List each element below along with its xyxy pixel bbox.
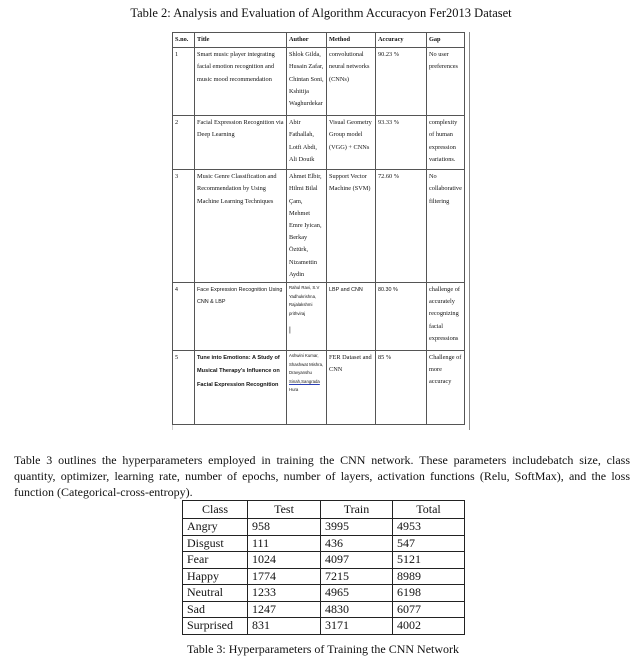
table-row — [183, 552, 465, 569]
author-names-end: Hura — [289, 387, 299, 393]
header-sno: S.no. — [173, 33, 195, 48]
table-row — [173, 48, 465, 116]
cell-title: Smart music player integrating facial emotion recognition and music mood recommendation — [195, 48, 287, 116]
cell-test: 1233 — [248, 585, 321, 602]
cell-accuracy: 85 % — [376, 351, 427, 425]
cell-gap: challenge of accurately recognizing facial expressions — [427, 283, 465, 351]
cell-title: Tune into Emotions: A Study of Musical Therapy's Influence on Facial Expression Recognition — [195, 351, 287, 425]
header-title: Title — [195, 33, 287, 48]
table-row — [183, 568, 465, 585]
cell-accuracy: 90.23 % — [376, 48, 427, 116]
cell-train: 7215 — [321, 568, 393, 585]
cell-class: Sad — [183, 601, 248, 618]
table3-caption: Table 3: Hyperparameters of Training the CNN Network — [186, 642, 460, 656]
cell-accuracy: 72.60 % — [376, 170, 427, 283]
cell-test: 1024 — [248, 552, 321, 569]
analysis-table — [172, 32, 465, 425]
cell-author — [287, 351, 327, 425]
header-accuracy: Accuracy — [376, 33, 427, 48]
table-row — [183, 585, 465, 602]
cell-total: 5121 — [393, 552, 465, 569]
cell-sno: 3 — [173, 170, 195, 283]
cell-title: Music Genre Classification and Recommendation by Using Machine Learning Techniques — [195, 170, 287, 283]
cell-title: Face Expression Recognition Using CNN & LBP — [195, 283, 287, 351]
header-test: Test — [248, 501, 321, 519]
cell-sno: 4 — [173, 283, 195, 351]
cell-author: Ahmet Elbir, Hilmi Bilal Çam, Mehmet Emre Iyican, Berkay Öztürk, Nizamettin Aydin — [287, 170, 327, 283]
header-train: Train — [321, 501, 393, 519]
cell-class: Happy — [183, 568, 248, 585]
cell-total: 6198 — [393, 585, 465, 602]
cell-title: Facial Expression Recognition via Deep Learning — [195, 116, 287, 170]
table-header-row — [173, 33, 465, 48]
author-names: Rahul Ravi, S.V Yadhukrishna, Rajalakshmi prithviraj — [289, 285, 320, 316]
table-row — [183, 618, 465, 635]
cell-gap: No collaborative filtering — [427, 170, 465, 283]
cell-method: LBP and CNN — [327, 283, 376, 351]
table-row — [183, 535, 465, 552]
header-total: Total — [393, 501, 465, 519]
cell-train: 436 — [321, 535, 393, 552]
cell-sno: 5 — [173, 351, 195, 425]
cell-gap: complexity of human expression variations. — [427, 116, 465, 170]
cell-class: Fear — [183, 552, 248, 569]
cell-train: 4965 — [321, 585, 393, 602]
cell-accuracy: 93.33 % — [376, 116, 427, 170]
class-distribution-table — [182, 500, 465, 635]
cell-train: 3171 — [321, 618, 393, 635]
cell-train: 4830 — [321, 601, 393, 618]
cell-gap: Challenge of more accuracy — [427, 351, 465, 425]
cell-total: 4002 — [393, 618, 465, 635]
cell-total: 8989 — [393, 568, 465, 585]
cell-train: 3995 — [321, 519, 393, 536]
table-row — [173, 170, 465, 283]
cell-test: 111 — [248, 535, 321, 552]
cell-method: convolutional neural networks (CNNs) — [327, 48, 376, 116]
table-header-row — [183, 501, 465, 519]
table-row — [173, 283, 465, 351]
cell-test: 1247 — [248, 601, 321, 618]
cell-method: FER Dataset and CNN — [327, 351, 376, 425]
cell-class: Surprised — [183, 618, 248, 635]
cell-test: 831 — [248, 618, 321, 635]
cell-total: 4953 — [393, 519, 465, 536]
cell-sno: 1 — [173, 48, 195, 116]
cell-author — [287, 283, 327, 351]
cell-method: Visual Geometry Group model (VGG) + CNNs — [327, 116, 376, 170]
table-row — [173, 116, 465, 170]
header-method: Method — [327, 33, 376, 48]
header-gap: Gap — [427, 33, 465, 48]
table-row — [173, 351, 465, 425]
header-author: Author — [287, 33, 327, 48]
cell-class: Neutral — [183, 585, 248, 602]
cell-sno: 2 — [173, 116, 195, 170]
cursor-mark: | — [289, 327, 291, 334]
table2-caption: Table 2: Analysis and Evaluation of Algorithm Accuracyon Fer2013 Dataset — [130, 6, 512, 20]
cell-class: Disgust — [183, 535, 248, 552]
author-names: Ashwini Kumar, Shashwat Mishra, Dravyanshu — [289, 353, 324, 376]
cell-total: 6077 — [393, 601, 465, 618]
cell-test: 958 — [248, 519, 321, 536]
header-class: Class — [183, 501, 248, 519]
cell-class: Angry — [183, 519, 248, 536]
cell-author: Abir Fathallah, Lotfi Abdi, Ali Douik — [287, 116, 327, 170]
cell-train: 4097 — [321, 552, 393, 569]
cell-total: 547 — [393, 535, 465, 552]
body-paragraph: Table 3 outlines the hyperparameters employed in training the CNN network. These parameters includebatch size, class quantity, optimizer, learning rate, number of epochs, number of layers, activation functions (Relu, SoftMax), and the loss function (Categorical-cross-entropy). — [14, 453, 630, 499]
cell-method: Support Vector Machine (SVM) — [327, 170, 376, 283]
underlined-author: Sinah,Sangrada — [289, 378, 320, 384]
cell-author: Shlok Gilda, Husain Zafar, Chintan Soni, Kshitija Waghurdekar — [287, 48, 327, 116]
cell-accuracy: 80.30 % — [376, 283, 427, 351]
table-row — [183, 519, 465, 536]
table-row — [183, 601, 465, 618]
cell-test: 1774 — [248, 568, 321, 585]
cell-gap: No user preferences — [427, 48, 465, 116]
